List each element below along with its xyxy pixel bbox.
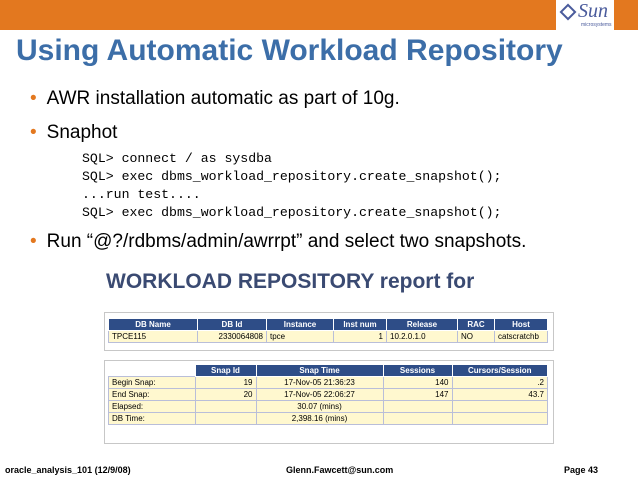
table-cell: 20 (195, 389, 256, 401)
column-header (109, 365, 196, 377)
table-cell: 43.7 (452, 389, 548, 401)
column-header: Host (495, 319, 548, 331)
table-cell: catscratchb (495, 331, 548, 343)
logo-text: Sun (578, 0, 608, 22)
snapshot-table (108, 364, 548, 425)
table-cell: 140 (383, 377, 452, 389)
table-cell: 10.2.0.1.0 (387, 331, 458, 343)
table-cell: Elapsed: (109, 401, 196, 413)
code-line: SQL> exec dbms_workload_repository.create_snapshot(); (82, 169, 502, 184)
column-header: DB Name (109, 319, 198, 331)
table-cell: TPCE115 (109, 331, 198, 343)
column-header: Inst num (334, 319, 387, 331)
bullet-dot-icon: • (30, 88, 37, 109)
table-row (109, 413, 548, 425)
table-cell (452, 413, 548, 425)
bullet-text: Run “@?/rdbms/admin/awrrpt” and select two snapshots. (46, 231, 527, 252)
bullet-dot-icon: • (30, 231, 37, 252)
column-header: Release (387, 319, 458, 331)
bullet-text: AWR installation automatic as part of 10g. (46, 88, 400, 109)
column-header: Snap Time (256, 365, 383, 377)
code-line: SQL> exec dbms_workload_repository.create_snapshot(); (82, 205, 502, 220)
table-cell (452, 401, 548, 413)
column-header: Snap Id (195, 365, 256, 377)
slide-title: Using Automatic Workload Repository (16, 34, 563, 67)
table-cell: 2,398.16 (mins) (256, 413, 383, 425)
table-cell: 1 (334, 331, 387, 343)
sun-diamond-icon (560, 4, 577, 21)
db-info-table (108, 318, 548, 343)
bullet-run-awrrpt (30, 231, 526, 253)
table-cell: NO (458, 331, 495, 343)
table-cell: tpce (267, 331, 334, 343)
table-cell: End Snap: (109, 389, 196, 401)
bullet-snapshot (30, 122, 117, 144)
report-title: WORKLOAD REPOSITORY report for (106, 270, 475, 293)
page-number: Page 43 (564, 465, 599, 475)
table-cell: 30.07 (mins) (256, 401, 383, 413)
logo-subtext: microsystems (581, 22, 612, 28)
table-row (109, 401, 548, 413)
column-header: Cursors/Session (452, 365, 548, 377)
sun-logo (556, 0, 614, 34)
table-header-row (109, 319, 548, 331)
table-cell: 19 (195, 377, 256, 389)
column-header: Instance (267, 319, 334, 331)
table-cell (383, 413, 452, 425)
table-cell (383, 401, 452, 413)
table-row (109, 331, 548, 343)
column-header: DB Id (198, 319, 267, 331)
bullet-dot-icon: • (30, 122, 37, 143)
table-row (109, 377, 548, 389)
table-cell: 147 (383, 389, 452, 401)
column-header: Sessions (383, 365, 452, 377)
table-row (109, 389, 548, 401)
table-cell: .2 (452, 377, 548, 389)
table-cell (195, 401, 256, 413)
table-header-row (109, 365, 548, 377)
table-cell: 17-Nov-05 21:36:23 (256, 377, 383, 389)
table-cell: 2330064808 (198, 331, 267, 343)
column-header: RAC (458, 319, 495, 331)
code-line: ...run test.... (82, 187, 201, 202)
top-accent-bar (0, 0, 638, 30)
bullet-text: Snaphot (46, 122, 118, 143)
footer-email: Glenn.Fawcett@sun.com (286, 465, 394, 475)
table-cell: 17-Nov-05 22:06:27 (256, 389, 383, 401)
code-line: SQL> connect / as sysdba (82, 151, 272, 166)
table-cell (195, 413, 256, 425)
footer-left: oracle_analysis_101 (12/9/08) (5, 465, 131, 475)
bullet-awr-install (30, 88, 400, 110)
table-cell: Begin Snap: (109, 377, 196, 389)
table-cell: DB Time: (109, 413, 196, 425)
